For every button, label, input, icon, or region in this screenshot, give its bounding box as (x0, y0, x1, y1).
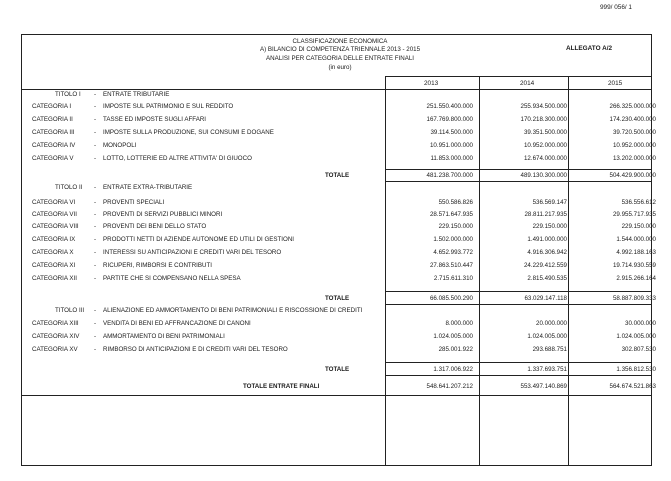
subtotal-rule (385, 375, 652, 376)
value-2015: 302.807.530 (621, 346, 656, 353)
value-2015: 266.325.000.000 (609, 103, 656, 110)
value-2014: 10.952.000.000 (523, 142, 567, 149)
row-dash: - (94, 103, 97, 110)
value-2013: 229.150.000 (438, 223, 473, 230)
total-label: TOTALE (325, 172, 350, 179)
row-dash: - (94, 142, 97, 149)
total-2013: 1.317.006.922 (433, 366, 473, 373)
value-2015: 39.720.500.000 (612, 129, 656, 136)
value-2013: 10.951.000.000 (429, 142, 473, 149)
category-code: CATEGORIA VI (32, 199, 76, 206)
total-2014: 489.130.300.000 (520, 172, 567, 179)
category-description: PRODOTTI NETTI DI AZIENDE AUTONOME ED UTILI DI GESTIONI (103, 236, 295, 243)
row-dash: - (94, 116, 97, 123)
total-2014: 63.029.147.118 (524, 295, 567, 302)
value-2015: 229.150.000 (621, 223, 656, 230)
category-description: TASSE ED IMPOSTE SUGLI AFFARI (103, 116, 207, 123)
allegato-label: ALLEGATO A/2 (566, 45, 613, 52)
value-2015: 13.202.000.000 (612, 155, 656, 162)
category-description: MONOPOLI (103, 142, 137, 149)
category-description: RICUPERI, RIMBORSI E CONTRIBUTI (103, 262, 212, 269)
value-2014: 24.229.412.559 (523, 262, 567, 269)
value-2013: 39.114.500.000 (430, 129, 473, 136)
title-dash: - (94, 184, 97, 191)
value-2014: 229.150.000 (532, 223, 567, 230)
value-2014: 28.811.217.935 (524, 211, 567, 218)
header-unit: (in euro) (328, 64, 352, 71)
category-description: RIMBORSO DI ANTICIPAZIONI E DI CREDITI VARI DEL TESORO (103, 346, 288, 353)
category-code: CATEGORIA IX (32, 236, 76, 243)
subtotal-rule (385, 291, 652, 292)
year-2015: 2015 (608, 80, 623, 87)
value-2013: 11.853.000.000 (430, 155, 473, 162)
total-2015: 504.429.900.000 (609, 172, 656, 179)
title-label: ENTRATE EXTRA-TRIBUTARIE (103, 184, 193, 191)
value-2015: 19.714.930.559 (612, 262, 656, 269)
value-2013: 8.000.000 (445, 320, 473, 327)
value-2014: 20.000.000 (536, 320, 567, 327)
value-2013: 4.652.993.772 (433, 249, 473, 256)
row-dash: - (94, 333, 97, 340)
total-2015: 58.887.809.333 (612, 295, 656, 302)
category-description: AMMORTAMENTO DI BENI PATRIMONIALI (103, 333, 225, 340)
category-code: CATEGORIA XIII (32, 320, 79, 327)
row-dash: - (94, 249, 97, 256)
title-code: TITOLO III (55, 307, 85, 314)
total-2014: 1.337.693.751 (527, 366, 567, 373)
subtotal-rule (385, 362, 652, 363)
value-2014: 293.688.751 (532, 346, 567, 353)
value-2014: 1.491.000.000 (527, 236, 567, 243)
category-code: CATEGORIA X (32, 249, 74, 256)
value-2014: 255.934.500.000 (520, 103, 567, 110)
title-dash: - (94, 91, 97, 98)
value-2015: 1.024.005.000 (616, 333, 656, 340)
value-2015: 2.915.266.164 (616, 275, 656, 282)
value-2014: 2.815.490.535 (527, 275, 567, 282)
document-code: 999/ 056/ 1 (600, 4, 632, 11)
value-2014: 170.218.300.000 (520, 116, 567, 123)
row-dash: - (94, 211, 97, 218)
row-dash: - (94, 223, 97, 230)
category-description: PROVENTI SPECIALI (103, 199, 165, 206)
category-code: CATEGORIA VIII (32, 223, 79, 230)
category-description: PROVENTI DEI BENI DELLO STATO (103, 223, 207, 230)
value-2015: 174.230.400.000 (609, 116, 656, 123)
title-label: ENTRATE TRIBUTARIE (103, 91, 170, 98)
category-code: CATEGORIA III (32, 129, 75, 136)
category-code: CATEGORIA IV (32, 142, 76, 149)
value-2013: 167.769.800.000 (426, 116, 473, 123)
header-bilancio: A) BILANCIO DI COMPETENZA TRIENNALE 2013 - 2015 (259, 46, 421, 53)
year-row-rule (21, 89, 652, 90)
final-total-label: TOTALE ENTRATE FINALI (243, 383, 320, 390)
category-code: CATEGORIA I (32, 103, 72, 110)
row-dash: - (94, 275, 97, 282)
subtotal-rule (385, 181, 652, 182)
final-total-2015: 564.674.521.863 (609, 383, 656, 390)
header-classification: CLASSIFICAZIONE ECONOMICA (292, 38, 388, 45)
year-2013: 2013 (424, 80, 439, 87)
value-2013: 285.001.922 (438, 346, 473, 353)
row-dash: - (94, 199, 97, 206)
row-dash: - (94, 320, 97, 327)
category-description: IMPOSTE SUL PATRIMONIO E SUL REDDITO (103, 103, 234, 110)
category-description: IMPOSTE SULLA PRODUZIONE, SUI CONSUMI E DOGANE (103, 129, 274, 136)
subtotal-rule (385, 304, 652, 305)
subtotal-rule (385, 169, 652, 170)
row-dash: - (94, 155, 97, 162)
value-2014: 39.351.500.000 (523, 129, 567, 136)
header-analisi: ANALISI PER CATEGORIA DELLE ENTRATE FINALI (266, 55, 414, 62)
total-label: TOTALE (325, 295, 350, 302)
category-description: VENDITA DI BENI ED AFFRANCAZIONE DI CANONI (103, 320, 251, 327)
category-code: CATEGORIA V (32, 155, 74, 162)
title-dash: - (94, 307, 97, 314)
final-total-2014: 553.497.140.869 (520, 383, 567, 390)
total-label: TOTALE (325, 366, 350, 373)
total-2013: 66.085.500.290 (429, 295, 473, 302)
value-2015: 4.992.188.163 (616, 249, 656, 256)
category-code: CATEGORIA II (32, 116, 73, 123)
value-2015: 1.544.000.000 (616, 236, 656, 243)
value-2015: 10.952.000.000 (612, 142, 656, 149)
category-description: PROVENTI DI SERVIZI PUBBLICI MINORI (103, 211, 223, 218)
category-description: PARTITE CHE SI COMPENSANO NELLA SPESA (103, 275, 241, 282)
category-code: CATEGORIA XI (32, 262, 76, 269)
final-total-rule (21, 395, 652, 396)
total-2013: 481.238.700.000 (426, 172, 473, 179)
value-2014: 536.569.147 (532, 199, 567, 206)
category-description: INTERESSI SU ANTICIPAZIONI E CREDITI VARI DEL TESORO (103, 249, 282, 256)
category-description: LOTTO, LOTTERIE ED ALTRE ATTIVITA' DI GIUOCO (103, 155, 252, 162)
category-code: CATEGORIA XV (32, 346, 78, 353)
final-total-2013: 548.641.207.212 (426, 383, 473, 390)
value-2014: 12.674.000.000 (523, 155, 567, 162)
value-2015: 30.000.000 (625, 320, 656, 327)
total-2015: 1.356.812.530 (616, 366, 656, 373)
title-label: ALIENAZIONE ED AMMORTAMENTO DI BENI PATRIMONIALI E RISCOSSIONE DI CREDITI (103, 307, 363, 314)
title-code: TITOLO I (55, 91, 81, 98)
row-dash: - (94, 236, 97, 243)
category-code: CATEGORIA VII (32, 211, 77, 218)
category-code: CATEGORIA XIV (32, 333, 80, 340)
value-2015: 536.556.612 (621, 199, 656, 206)
year-2014: 2014 (520, 80, 535, 87)
row-dash: - (94, 262, 97, 269)
value-2013: 2.715.611.310 (433, 275, 473, 282)
value-2013: 1.502.000.000 (433, 236, 473, 243)
value-2014: 4.916.306.942 (527, 249, 567, 256)
row-dash: - (94, 346, 97, 353)
value-2013: 251.550.400.000 (426, 103, 473, 110)
value-2014: 1.024.005.000 (527, 333, 567, 340)
title-code: TITOLO II (55, 184, 83, 191)
value-2015: 29.955.717.935 (612, 211, 656, 218)
value-2013: 550.586.826 (438, 199, 473, 206)
row-dash: - (94, 129, 97, 136)
value-2013: 27.863.510.447 (429, 262, 473, 269)
value-2013: 28.571.647.935 (429, 211, 473, 218)
header-rule (385, 76, 652, 77)
value-2013: 1.024.005.000 (433, 333, 473, 340)
category-code: CATEGORIA XII (32, 275, 77, 282)
